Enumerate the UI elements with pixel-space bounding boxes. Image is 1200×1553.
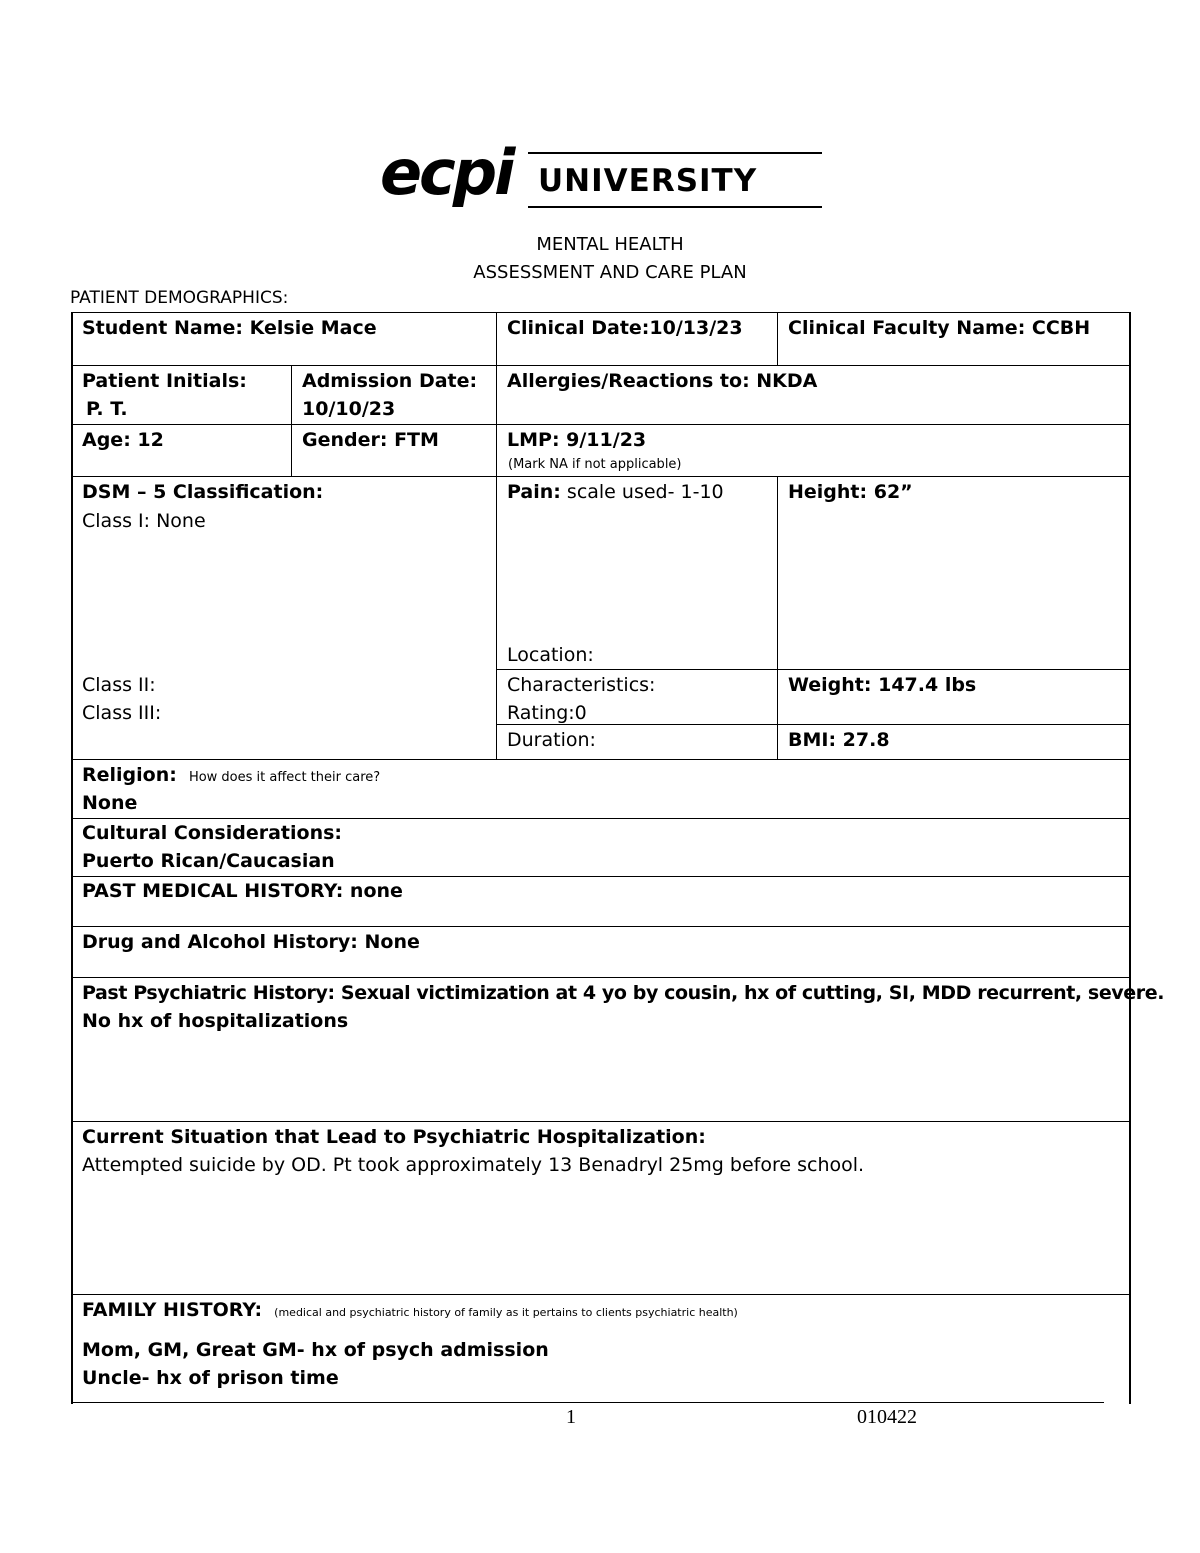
pain-label: Pain: [507, 481, 561, 503]
family-history-label: FAMILY HISTORY: [82, 1299, 263, 1321]
patient-initials-value: P. T. [86, 398, 128, 420]
form-code: 010422 [857, 1406, 917, 1428]
pain-location: Location: [507, 644, 594, 666]
clinical-faculty-name: Clinical Faculty Name: CCBH [788, 317, 1091, 339]
page-title-line2: ASSESSMENT AND CARE PLAN [473, 262, 747, 283]
clinical-date: Clinical Date:10/13/23 [507, 317, 743, 339]
past-medical-history: PAST MEDICAL HISTORY: none [82, 880, 403, 902]
drug-alcohol-history: Drug and Alcohol History: None [82, 931, 420, 953]
dsm-class-3: Class III: [82, 702, 162, 724]
weight: Weight: 147.4 lbs [788, 674, 977, 696]
pain-characteristics: Characteristics: [507, 674, 656, 696]
page-title-line1: MENTAL HEALTH [536, 234, 684, 255]
religion-value: None [82, 792, 138, 814]
pain-scale [507, 478, 724, 506]
logo-wordmark: UNIVERSITY [538, 163, 758, 199]
patient-initials-label: Patient Initials: [82, 370, 247, 392]
age: Age: 12 [82, 429, 164, 451]
admission-date-value: 10/10/23 [302, 398, 396, 420]
section-label: PATIENT DEMOGRAPHICS: [70, 288, 289, 308]
religion-label: Religion: [82, 764, 177, 786]
lmp: LMP: 9/11/23 [507, 429, 647, 451]
admission-date-label: Admission Date: [302, 370, 478, 392]
psych-history-line1: Past Psychiatric History: Sexual victimization at 4 yo by cousin, hx of cutting, SI, MDD recurrent, severe. [82, 982, 1165, 1004]
lmp-note: (Mark NA if not applicable) [508, 457, 682, 472]
current-situation-value: Attempted suicide by OD. Pt took approximately 13 Benadryl 25mg before school. [82, 1154, 865, 1176]
page-number: 1 [566, 1406, 576, 1428]
dsm-class-2: Class II: [82, 674, 156, 696]
pain-rating: Rating:0 [507, 702, 587, 724]
logo-mark: ecpi [380, 136, 513, 209]
family-history-note: (medical and psychiatric history of family as it pertains to clients psychiatric health) [274, 1306, 738, 1319]
dsm-class-1: Class I: None [82, 510, 206, 532]
pain-scale-value: scale used- 1-10 [560, 481, 724, 503]
cultural-label: Cultural Considerations: [82, 822, 343, 844]
current-situation-label: Current Situation that Lead to Psychiatric Hospitalization: [82, 1126, 706, 1148]
religion-heading [82, 761, 380, 792]
dsm-label: DSM – 5 Classification: [82, 481, 324, 503]
allergies: Allergies/Reactions to: NKDA [507, 370, 818, 392]
psych-history-line2: No hx of hospitalizations [82, 1010, 349, 1032]
family-history-line2: Uncle- hx of prison time [82, 1367, 339, 1389]
gender: Gender: FTM [302, 429, 439, 451]
student-name: Student Name: Kelsie Mace [82, 317, 377, 339]
height: Height: 62” [788, 481, 913, 503]
family-history-heading [82, 1296, 738, 1327]
cultural-value: Puerto Rican/Caucasian [82, 850, 335, 872]
ecpi-university-logo [376, 136, 824, 216]
pain-duration: Duration: [507, 729, 596, 751]
bmi: BMI: 27.8 [788, 729, 890, 751]
religion-note: How does it affect their care? [188, 770, 381, 785]
family-history-line1: Mom, GM, Great GM- hx of psych admission [82, 1339, 549, 1361]
